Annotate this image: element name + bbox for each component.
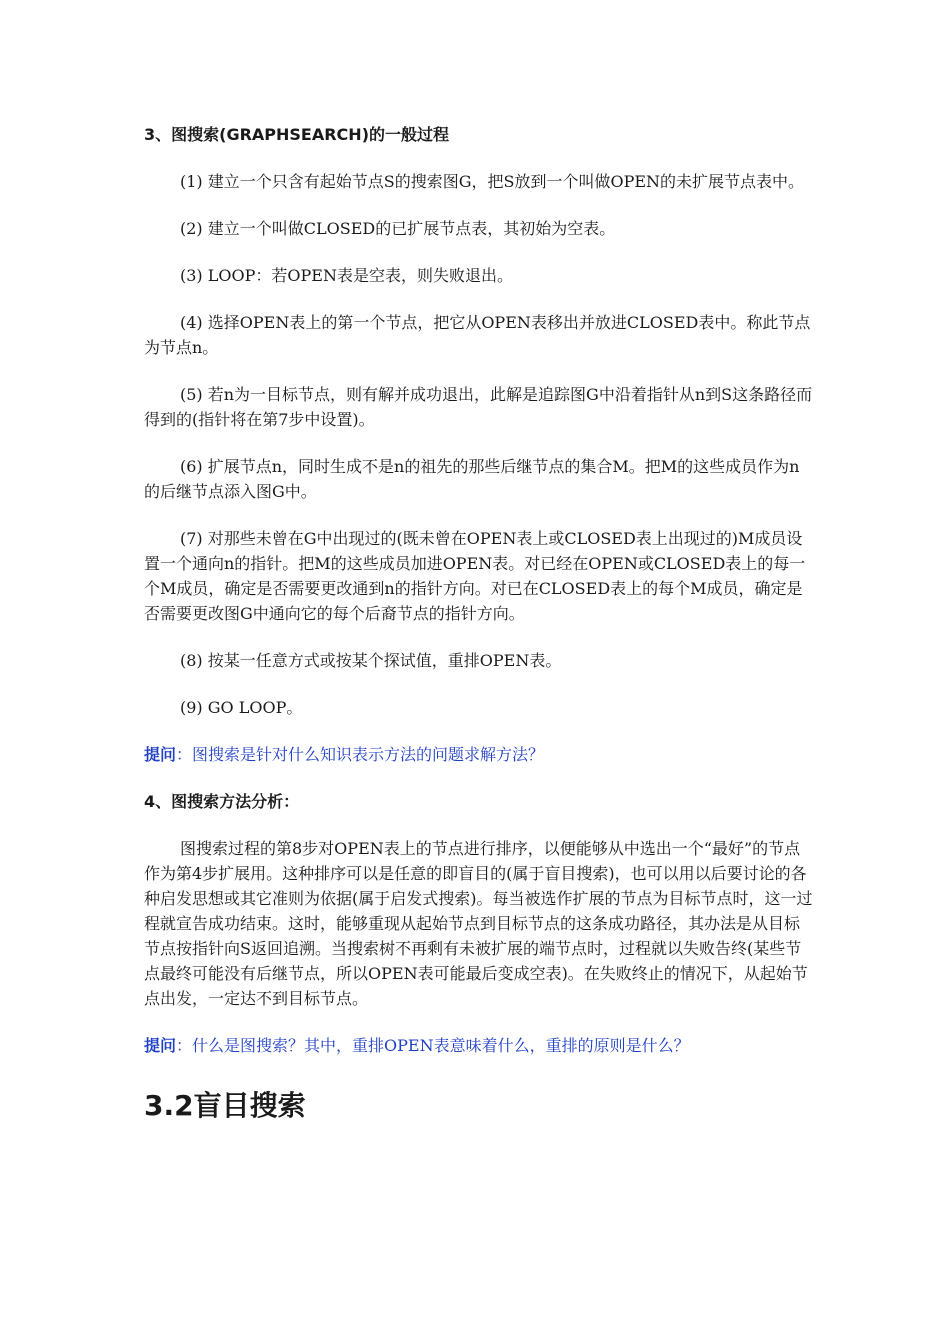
step-2: (2) 建立一个叫做CLOSED的已扩展节点表，其初始为空表。 <box>180 219 616 238</box>
step-8: (8) 按某一任意方式或按某个探试值，重排OPEN表。 <box>180 651 562 670</box>
question-text: ：什么是图搜索？其中，重排OPEN表意味着什么，重排的原则是什么？ <box>176 1036 690 1055</box>
section-3-heading: 3、图搜索(GRAPHSEARCH)的一般过程 <box>144 125 450 144</box>
step-1: (1) 建立一个只含有起始节点S的搜索图G，把S放到一个叫做OPEN的未扩展节点表中。 <box>180 172 805 191</box>
question-label: 提问 <box>144 1036 177 1055</box>
question-2 <box>144 1033 814 1058</box>
section-4-body: 图搜索过程的第8步对OPEN表上的节点进行排序，以便能够从中选出一个“最好”的节点作为第4步扩展用。这种排序可以是任意的即盲目的(属于盲目搜索)，也可以用以后要讨论的各种启发思想或其它准则为依据(属于启发式搜索)。每当被选作扩展的节点为目标节点时，这一过程就宣告成功结束。这时，能够重现从起始节点到目标节点的这条成功路径，其办法是从目标节点按指针向S返回追溯。当搜索树不再剩有未被扩展的端节点时，过程就以失败告终(某些节点最终可能没有后继节点，所以OPEN表可能最后变成空表)。在失败终止的情况下，从起始节点出发，一定达不到目标节点。 <box>144 839 813 1008</box>
step-7: (7) 对那些未曾在G中出现过的(既未曾在OPEN表上或CLOSED表上出现过的)M成员设置一个通向n的指针。把M的这些成员加进OPEN表。对已经在OPEN或CLOSED表上的每一个M成员，确定是否需要更改通到n的指针方向。对已在CLOSED表上的每个M成员，确定是否需要更改图G中通向它的每个后裔节点的指针方向。 <box>144 529 806 623</box>
step-9: (9) GO LOOP。 <box>180 698 303 717</box>
step-5: (5) 若n为一目标节点，则有解并成功退出，此解是追踪图G中沿着指针从n到S这条路径而得到的(指针将在第7步中设置)。 <box>144 385 813 429</box>
section-3-2-heading: 3.2盲目搜索 <box>144 1089 306 1122</box>
question-label: 提问 <box>144 745 177 764</box>
question-text: ：图搜索是针对什么知识表示方法的问题求解方法？ <box>176 745 545 764</box>
step-3: (3) LOOP：若OPEN表是空表，则失败退出。 <box>180 266 513 285</box>
step-4: (4) 选择OPEN表上的第一个节点，把它从OPEN表移出并放进CLOSED表中。称此节点为节点n。 <box>144 313 811 357</box>
section-4-heading: 4、图搜索方法分析： <box>144 792 300 811</box>
question-1 <box>144 742 814 767</box>
document-content <box>144 122 814 1124</box>
step-6: (6) 扩展节点n，同时生成不是n的祖先的那些后继节点的集合M。把M的这些成员作为n的后继节点添入图G中。 <box>144 457 800 501</box>
